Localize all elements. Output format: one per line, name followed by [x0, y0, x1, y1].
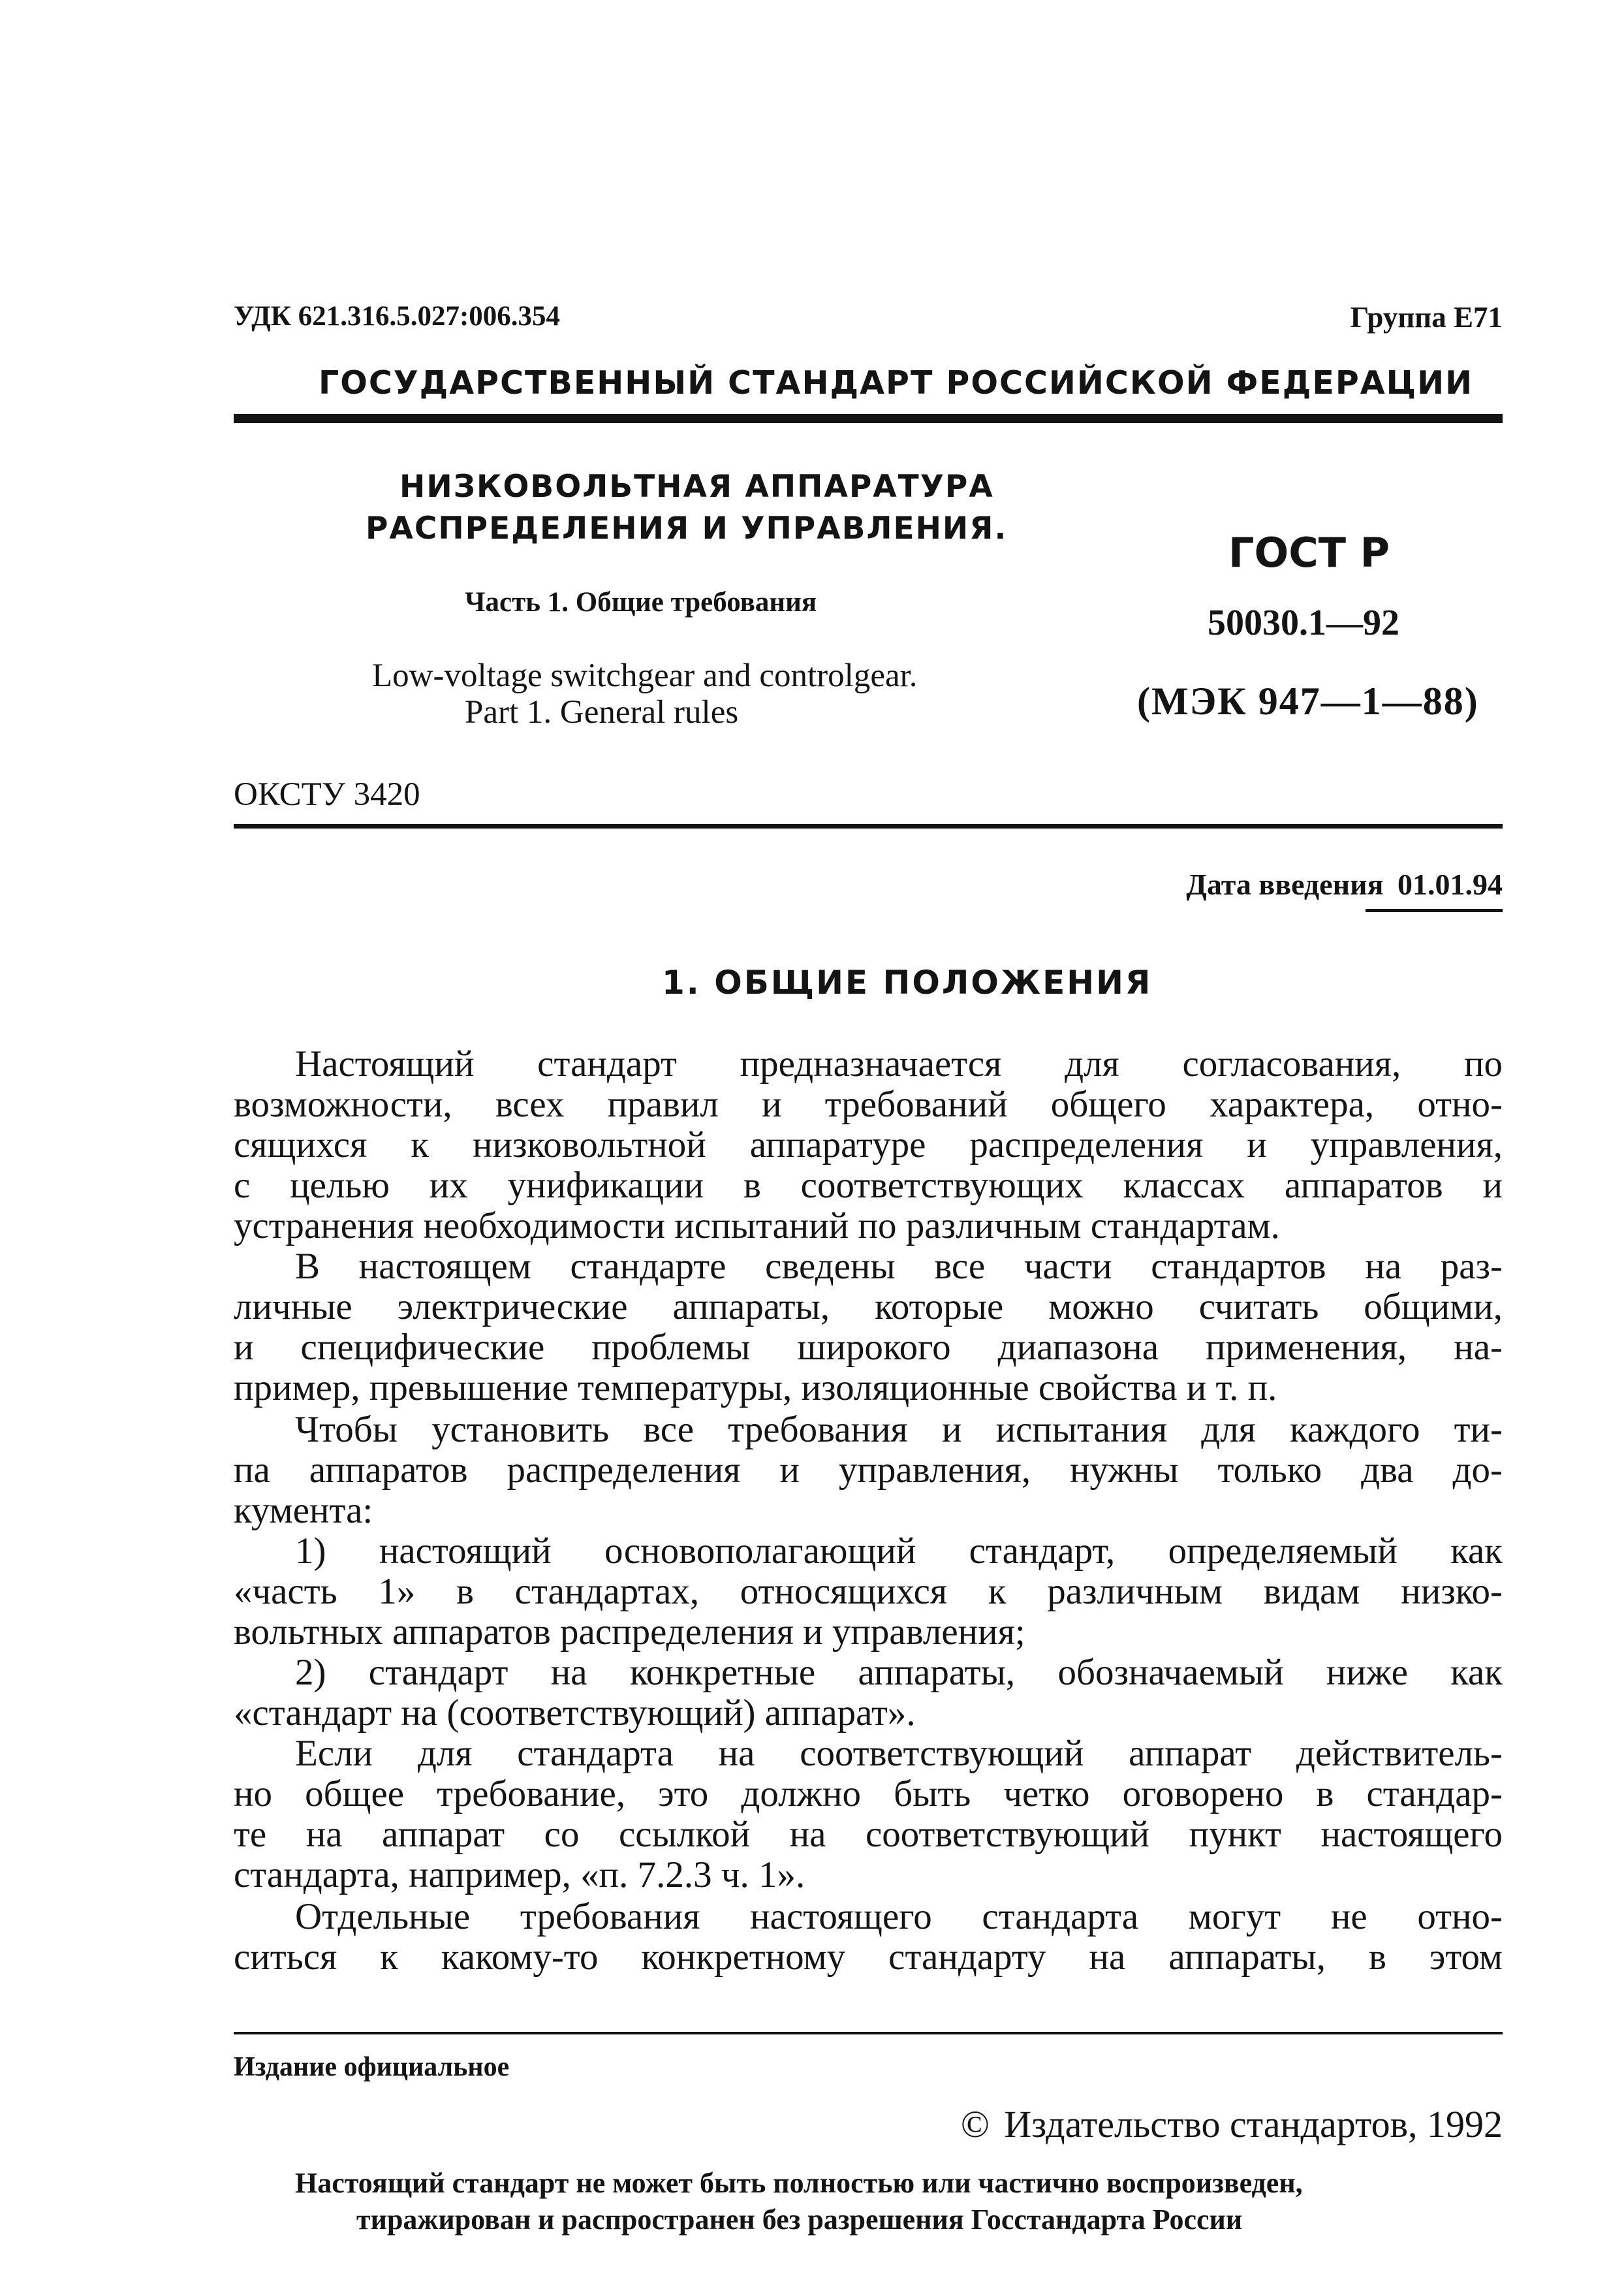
body-line-11: па аппаратов распределения и управления, нужны только два до- — [234, 1449, 1503, 1491]
body-line-21: стандарта, например, «п. 7.2.3 ч. 1». — [234, 1854, 805, 1895]
body-line-3: сящихся к низковольтной аппаратуре распределения и управления, — [234, 1124, 1503, 1165]
body-line-9: пример, превышение температуры, изоляционные свойства и т. п. — [234, 1367, 1277, 1408]
gost-number: 50030.1—92 — [1208, 603, 1399, 643]
date-label: Дата введения — [1186, 868, 1384, 901]
iec-number: (МЭК 947—1—88) — [1137, 680, 1479, 723]
notice-line-2: тиражирован и распространен без разрешения Госстандарта России — [356, 2204, 1243, 2236]
body-line-1: Настоящий стандарт предназначается для согласования, по — [295, 1043, 1503, 1084]
section-heading: 1. ОБЩИЕ ПОЛОЖЕНИЯ — [662, 964, 1153, 1002]
body-line-8: и специфические проблемы широкого диапазона применения, на- — [234, 1327, 1503, 1368]
body-line-7: личные электрические аппараты, которые можно считать общими, — [234, 1286, 1503, 1327]
copyright-icon: © — [960, 2103, 990, 2145]
state-standard-heading: ГОСУДАРСТВЕННЫЙ СТАНДАРТ РОССИЙСКОЙ ФЕДЕРАЦИИ — [319, 364, 1474, 402]
body-line-22: Отдельные требования настоящего стандарта могут не отно- — [295, 1896, 1503, 1937]
group-code: Группа Е71 — [1350, 301, 1503, 334]
title-line-2: РАСПРЕДЕЛЕНИЯ И УПРАВЛЕНИЯ. — [366, 511, 1008, 546]
part-subtitle: Часть 1. Общие требования — [465, 587, 817, 618]
body-line-17: «стандарт на (соответствующий) аппарат». — [234, 1692, 916, 1733]
body-line-12: кумента: — [234, 1490, 373, 1531]
body-line-23: ситься к какому-то конкретному стандарту на аппараты, в этом — [234, 1937, 1503, 1978]
udk-code: УДК 621.316.5.027:006.354 — [234, 301, 561, 332]
body-line-5: устранения необходимости испытаний по различным стандартам. — [234, 1205, 1280, 1246]
okstu-code: ОКСТУ 3420 — [234, 776, 420, 813]
copyright — [961, 2102, 1503, 2146]
okstu-rule — [234, 824, 1503, 829]
footer-rule — [234, 2032, 1503, 2034]
body-line-15: вольтных аппаратов распределения и управления; — [234, 1611, 1025, 1653]
official-edition: Издание официальное — [234, 2052, 510, 2082]
body-line-20: те на аппарат со ссылкой на соответствующий пункт настоящего — [234, 1814, 1503, 1855]
header-rule — [234, 414, 1503, 423]
copyright-text: Издательство стандартов, 1992 — [1004, 2103, 1503, 2145]
body-line-14: «часть 1» в стандартах, относящихся к различным видам низко- — [234, 1571, 1503, 1612]
body-line-4: с целью их унификации в соответствующих классах аппаратов и — [234, 1165, 1503, 1206]
date-underline — [1366, 909, 1503, 912]
body-line-16: 2) стандарт на конкретные аппараты, обозначаемый ниже как — [295, 1652, 1503, 1693]
date-value: 01.01.94 — [1398, 868, 1503, 901]
english-title-line-1: Low-voltage switchgear and controlgear. — [372, 657, 918, 694]
english-title-line-2: Part 1. General rules — [465, 694, 739, 731]
body-line-6: В настоящем стандарте сведены все части стандартов на раз- — [295, 1246, 1503, 1287]
date-introduction — [1186, 867, 1503, 902]
body-line-18: Если для стандарта на соответствующий аппарат действитель- — [295, 1733, 1503, 1774]
gost-label: ГОСТ Р — [1228, 529, 1390, 577]
body-line-2: возможности, всех правил и требований общего характера, отно- — [234, 1084, 1503, 1125]
notice-line-1: Настоящий стандарт не может быть полностью или частично воспроизведен, — [295, 2167, 1303, 2199]
body-line-19: но общее требование, это должно быть четко оговорено в стандар- — [234, 1773, 1503, 1814]
title-line-1: НИЗКОВОЛЬТНАЯ АППАРАТУРА — [399, 469, 994, 505]
body-line-13: 1) настоящий основополагающий стандарт, определяемый как — [295, 1530, 1503, 1572]
body-line-10: Чтобы установить все требования и испытания для каждого ти- — [295, 1409, 1503, 1450]
